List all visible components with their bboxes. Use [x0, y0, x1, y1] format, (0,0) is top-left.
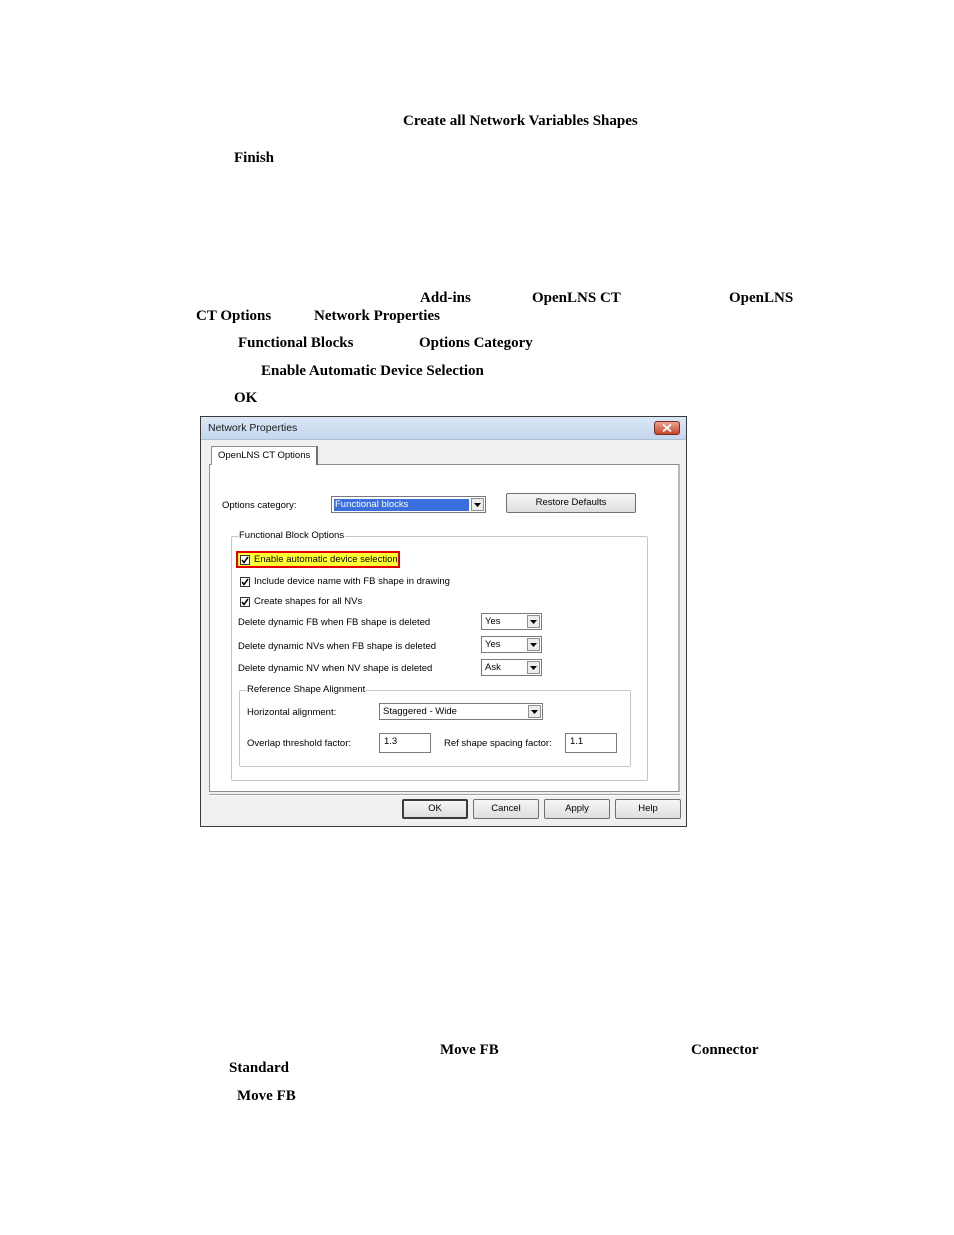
dialog-separator: [209, 794, 680, 796]
close-button[interactable]: [654, 421, 680, 435]
options-category-label: Options category:: [222, 500, 297, 511]
doc-term-move-fb: Move FB: [440, 1042, 499, 1058]
options-category-value: Functional blocks: [334, 499, 469, 511]
create-shapes-all-nvs-label: Create shapes for all NVs: [254, 596, 363, 607]
horizontal-alignment-value: Staggered - Wide: [383, 706, 457, 717]
dialog-titlebar: [201, 417, 686, 440]
overlap-threshold-input[interactable]: [379, 733, 431, 753]
delete-dynamic-nv-value: Ask: [485, 662, 501, 673]
doc-term-functional-blocks: Functional Blocks: [238, 335, 354, 351]
doc-term-enable-auto-selection: Enable Automatic Device Selection: [261, 363, 484, 379]
reference-shape-alignment-title: Reference Shape Alignment: [247, 684, 366, 695]
doc-term-finish: Finish: [234, 150, 275, 166]
restore-defaults-button[interactable]: Restore Defaults: [506, 493, 636, 513]
doc-term-openlns-ct: OpenLNS CT: [532, 290, 621, 306]
dialog-title: Network Properties: [208, 422, 298, 434]
close-icon: [662, 424, 672, 432]
reference-shape-alignment-group: [239, 684, 631, 767]
doc-term-move-fb-2: Move FB: [237, 1088, 296, 1104]
delete-dynamic-fb-value: Yes: [485, 616, 501, 627]
checkmark-icon: [241, 598, 249, 606]
horizontal-alignment-select[interactable]: [379, 703, 543, 720]
chevron-down-icon: [527, 615, 540, 628]
overlap-threshold-label: Overlap threshold factor:: [247, 738, 352, 749]
cancel-button[interactable]: Cancel: [473, 799, 539, 819]
network-properties-dialog: [200, 416, 687, 827]
create-shapes-all-nvs-checkbox[interactable]: [240, 597, 250, 607]
delete-dynamic-nv-select[interactable]: [481, 659, 542, 676]
chevron-down-icon: [528, 705, 541, 718]
horizontal-alignment-label: Horizontal alignment:: [247, 707, 337, 718]
doc-term-network-properties: Network Properties: [314, 308, 440, 324]
delete-dynamic-nv-label: Delete dynamic NV when NV shape is deleted: [238, 663, 433, 674]
chevron-down-icon: [527, 638, 540, 651]
help-button[interactable]: Help: [615, 799, 681, 819]
doc-term-standard: Standard: [229, 1060, 290, 1076]
include-device-name-checkbox[interactable]: [240, 577, 250, 587]
delete-dynamic-nvs-value: Yes: [485, 639, 501, 650]
overlap-threshold-value: 1.3: [384, 736, 398, 747]
doc-term-add-ins: Add-ins: [420, 290, 471, 306]
include-device-name-label: Include device name with FB shape in drawing: [254, 576, 450, 587]
ref-shape-spacing-input[interactable]: [565, 733, 617, 753]
chevron-down-icon: [471, 498, 484, 511]
tab-openlns-ct-options[interactable]: OpenLNS CT Options: [211, 446, 318, 465]
delete-dynamic-fb-select[interactable]: [481, 613, 542, 630]
ok-button[interactable]: OK: [402, 799, 468, 819]
tab-panel: [209, 464, 680, 792]
functional-block-options-title: Functional Block Options: [239, 530, 345, 541]
doc-term-options-category: Options Category: [419, 335, 533, 351]
apply-button[interactable]: Apply: [544, 799, 610, 819]
ref-shape-spacing-label: Ref shape spacing factor:: [444, 738, 552, 749]
delete-dynamic-nvs-label: Delete dynamic NVs when FB shape is deleted: [238, 641, 437, 652]
doc-term-openlns: OpenLNS: [729, 290, 794, 306]
doc-term-connector: Connector: [691, 1042, 759, 1058]
checkmark-icon: [241, 556, 249, 564]
ref-shape-spacing-value: 1.1: [570, 736, 584, 747]
doc-term-ct-options: CT Options: [196, 308, 272, 324]
options-category-select[interactable]: [331, 496, 486, 513]
delete-dynamic-nvs-select[interactable]: [481, 636, 542, 653]
enable-auto-selection-checkbox[interactable]: [240, 555, 250, 565]
chevron-down-icon: [527, 661, 540, 674]
delete-dynamic-fb-label: Delete dynamic FB when FB shape is deleted: [238, 617, 431, 628]
checkmark-icon: [241, 578, 249, 586]
doc-term-create-nv-shapes: Create all Network Variables Shapes: [403, 113, 638, 129]
doc-term-ok: OK: [234, 390, 258, 406]
enable-auto-selection-label: Enable automatic device selection: [254, 554, 398, 565]
